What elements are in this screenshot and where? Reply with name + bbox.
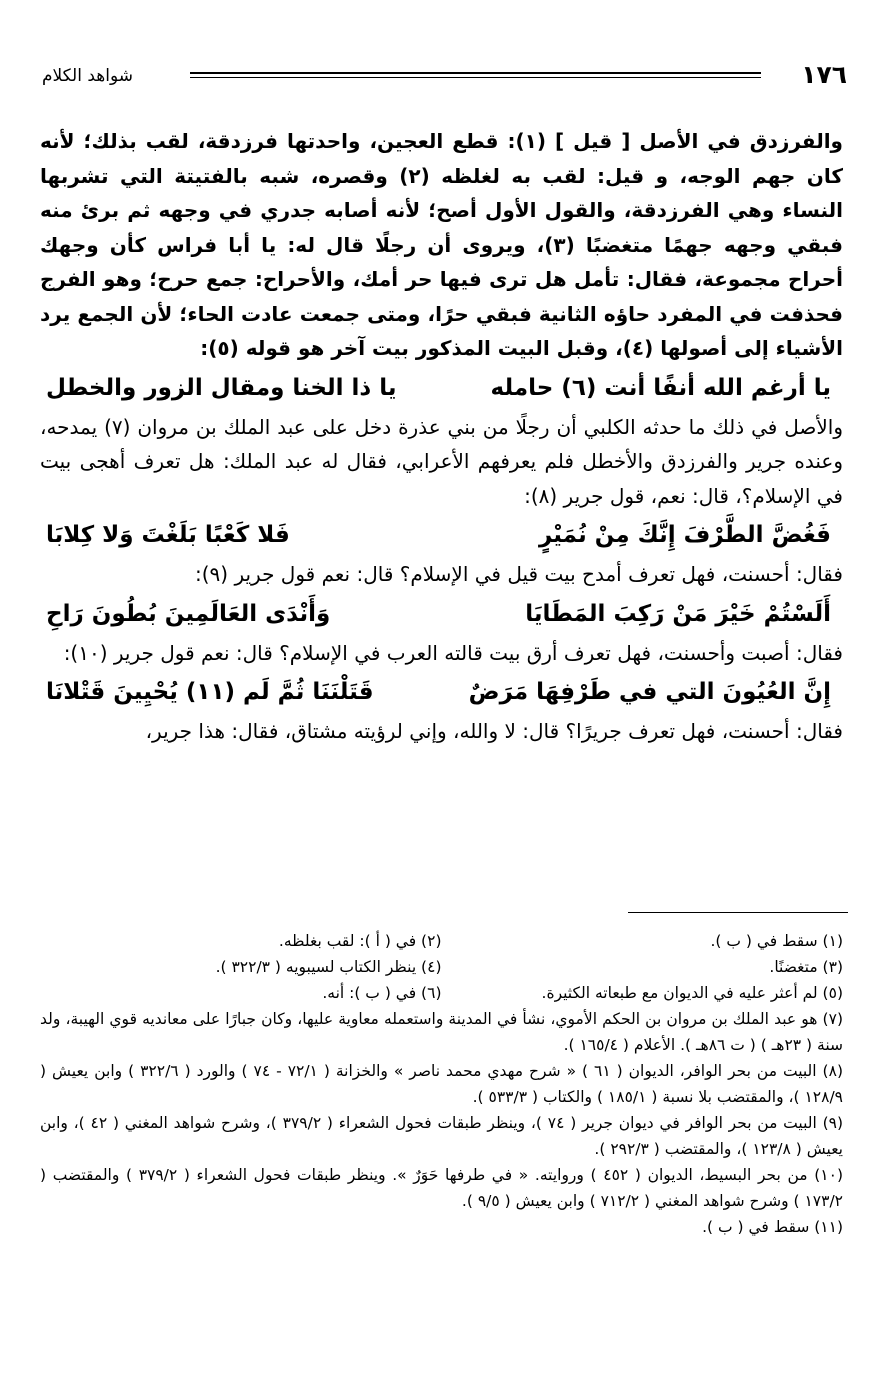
footnote-4: (٤) ينظر الكتاب لسيبويه ( ٣٢٢/٣ ). — [215, 958, 442, 976]
paragraph-1: والفرزدق في الأصل [ قيل ] (١): قطع العجين، واحدتها فرزدقة، لقب بذلك؛ لأنه كان جهم الوجه، و قيل: لقب به لغلظه (٢) وقصره، شبه بالفتيتة التي تشربها النساء وهي الفرزدقة، والقول الأول أصح؛ لأنه أصابه جدري في وجهه ثم برئ منه فبقي وجهه جهمًا متغضبًا (٣)، ويروى أن رجلًا قال له: يا أبا فراس كأن وجهك أحراح مجموعة، فقال: تأمل هل ترى فيها حر أمك، والأحراح: جمع حرح؛ وهو الفرج فحذفت في المفرد حاؤه الثانية فبقي حرًا، ومتى جمعت عادت الحاء؛ لأن الجمع يرد الأشياء إلى أصولها (٤)، وقبل البيت المذكور بيت آخر هو قوله (٥): — [40, 129, 844, 360]
footnote-row — [40, 928, 843, 954]
verse-2-first-hemistich: فَغُضَّ الطَّرْفَ إِنَّكَ مِنْ نُمَيْرٍ — [538, 522, 831, 548]
running-title: شواهد الكلام — [42, 66, 134, 86]
paragraph-5: فقال: أحسنت، فهل تعرف جريرًا؟ قال: لا والله، وإني لرؤيته مشتاق، فقال: هذا جرير، — [145, 719, 843, 743]
footnote-10: (١٠) من بحر البسيط، الديوان ( ٤٥٢ ) وروايته. « في طرفها حَوَرٌ ». وينظر طبقات فحول الشعراء ( ٣٧٩/٢ ) والمقتضب ( ١٧٣/٢ ) وشرح شواهد المغني ( ٧١٢/٢ ) وابن يعيش ( ٩/٥ ). — [40, 1166, 843, 1210]
footnote-1: (١) سقط في ( ب ). — [710, 932, 843, 950]
verse-1-first-hemistich: يا أرغم الله أنفًا أنت (٦) حامله — [490, 374, 831, 401]
main-text — [40, 124, 843, 749]
footnote-9: (٩) البيت من بحر الوافر في ديوان جرير ( ٧٤ )، وينظر طبقات فحول الشعراء ( ٣٧٩/٢ )، وشرح شواهد المغني ( ٤٢ )، وابن يعيش ( ١٢٣/٨ )، والمقتضب ( ٢٩٢/٣ ). — [40, 1114, 844, 1158]
verse-3-first-hemistich: أَلَسْتُمْ خَيْرَ مَنْ رَكِبَ المَطَايَا — [525, 600, 831, 627]
footnote-6: (٦) في ( ب ): أنه. — [322, 984, 442, 1002]
verse-2-second-hemistich: فَلا كَعْبًا بَلَغْتَ وَلا كِلابَا — [46, 522, 290, 548]
paragraph-3: فقال: أحسنت، فهل تعرف أمدح بيت قيل في الإسلام؟ قال: نعم قول جرير (٩): — [194, 562, 843, 586]
paragraph-2: والأصل في ذلك ما حدثه الكلبي أن رجلًا من بني عذرة دخل على عبد الملك بن مروان (٧) يمدحه، وعنده جرير والفرزدق والأخطل فلم يعرفهم الأعرابي، فقال له عبد الملك: هل تعرف أهجى بيت في الإسلام؟، قال: نعم، قول جرير (٨): — [40, 414, 843, 508]
verse-1-second-hemistich: يا ذا الخنا ومقال الزور والخطل — [46, 374, 397, 401]
paragraph-4: فقال: أصبت وأحسنت، فهل تعرف أرق بيت قالته العرب في الإسلام؟ قال: نعم قول جرير (١٠): — [63, 640, 843, 665]
verse-3 — [40, 592, 843, 636]
verse-4 — [40, 670, 843, 714]
verse-2 — [40, 513, 843, 557]
verse-3-second-hemistich: وَأَنْدَى العَالَمِينَ بُطُونَ رَاحِ — [46, 600, 331, 627]
footnotes — [40, 928, 843, 1240]
page-number: ١٧٦ — [801, 60, 847, 89]
header-rule-thin — [190, 77, 761, 78]
page-header — [40, 58, 851, 92]
footnote-11: (١١) سقط في ( ب ). — [702, 1218, 843, 1236]
footnote-2: (٢) في ( أ ): لقب بغلظه. — [278, 932, 442, 950]
verse-1 — [40, 366, 843, 410]
footnote-row — [40, 954, 843, 980]
footnote-3: (٣) متغضنًا. — [769, 958, 843, 976]
verse-4-first-hemistich: إِنَّ العُيُونَ التي في طَرْفِهَا مَرَضٌ — [468, 679, 831, 705]
verse-4-second-hemistich: قَتَلْنَنَا ثُمَّ لَم (١١) يُحْيِينَ قَتْلانَا — [46, 679, 374, 705]
footnote-separator — [628, 912, 848, 913]
header-rule — [190, 72, 761, 74]
footnote-5: (٥) لم أعثر عليه في الديوان مع طبعاته الكثيرة. — [541, 984, 843, 1002]
footnote-7: (٧) هو عبد الملك بن مروان بن الحكم الأموي، نشأ في المدينة واستعمله معاوية عليها، وكان جبارًا على معانديه قوي الهيبة، ولد سنة ( ٢٣هـ ) ( ت ٨٦هـ ). الأعلام ( ١٦٥/٤ ). — [40, 1010, 843, 1054]
footnote-8: (٨) البيت من بحر الوافر، الديوان ( ٦١ ) « شرح مهدي محمد ناصر » والخزانة ( ٧٢/١ - ٧٤ ) والورد ( ٣٢٢/٦ ) وابن يعيش ( ١٢٨/٩ )، والمقتضب بلا نسبة ( ١٨٥/١ ) والكتاب ( ٥٣٣/٣ ). — [40, 1062, 843, 1106]
footnote-row — [40, 980, 843, 1006]
